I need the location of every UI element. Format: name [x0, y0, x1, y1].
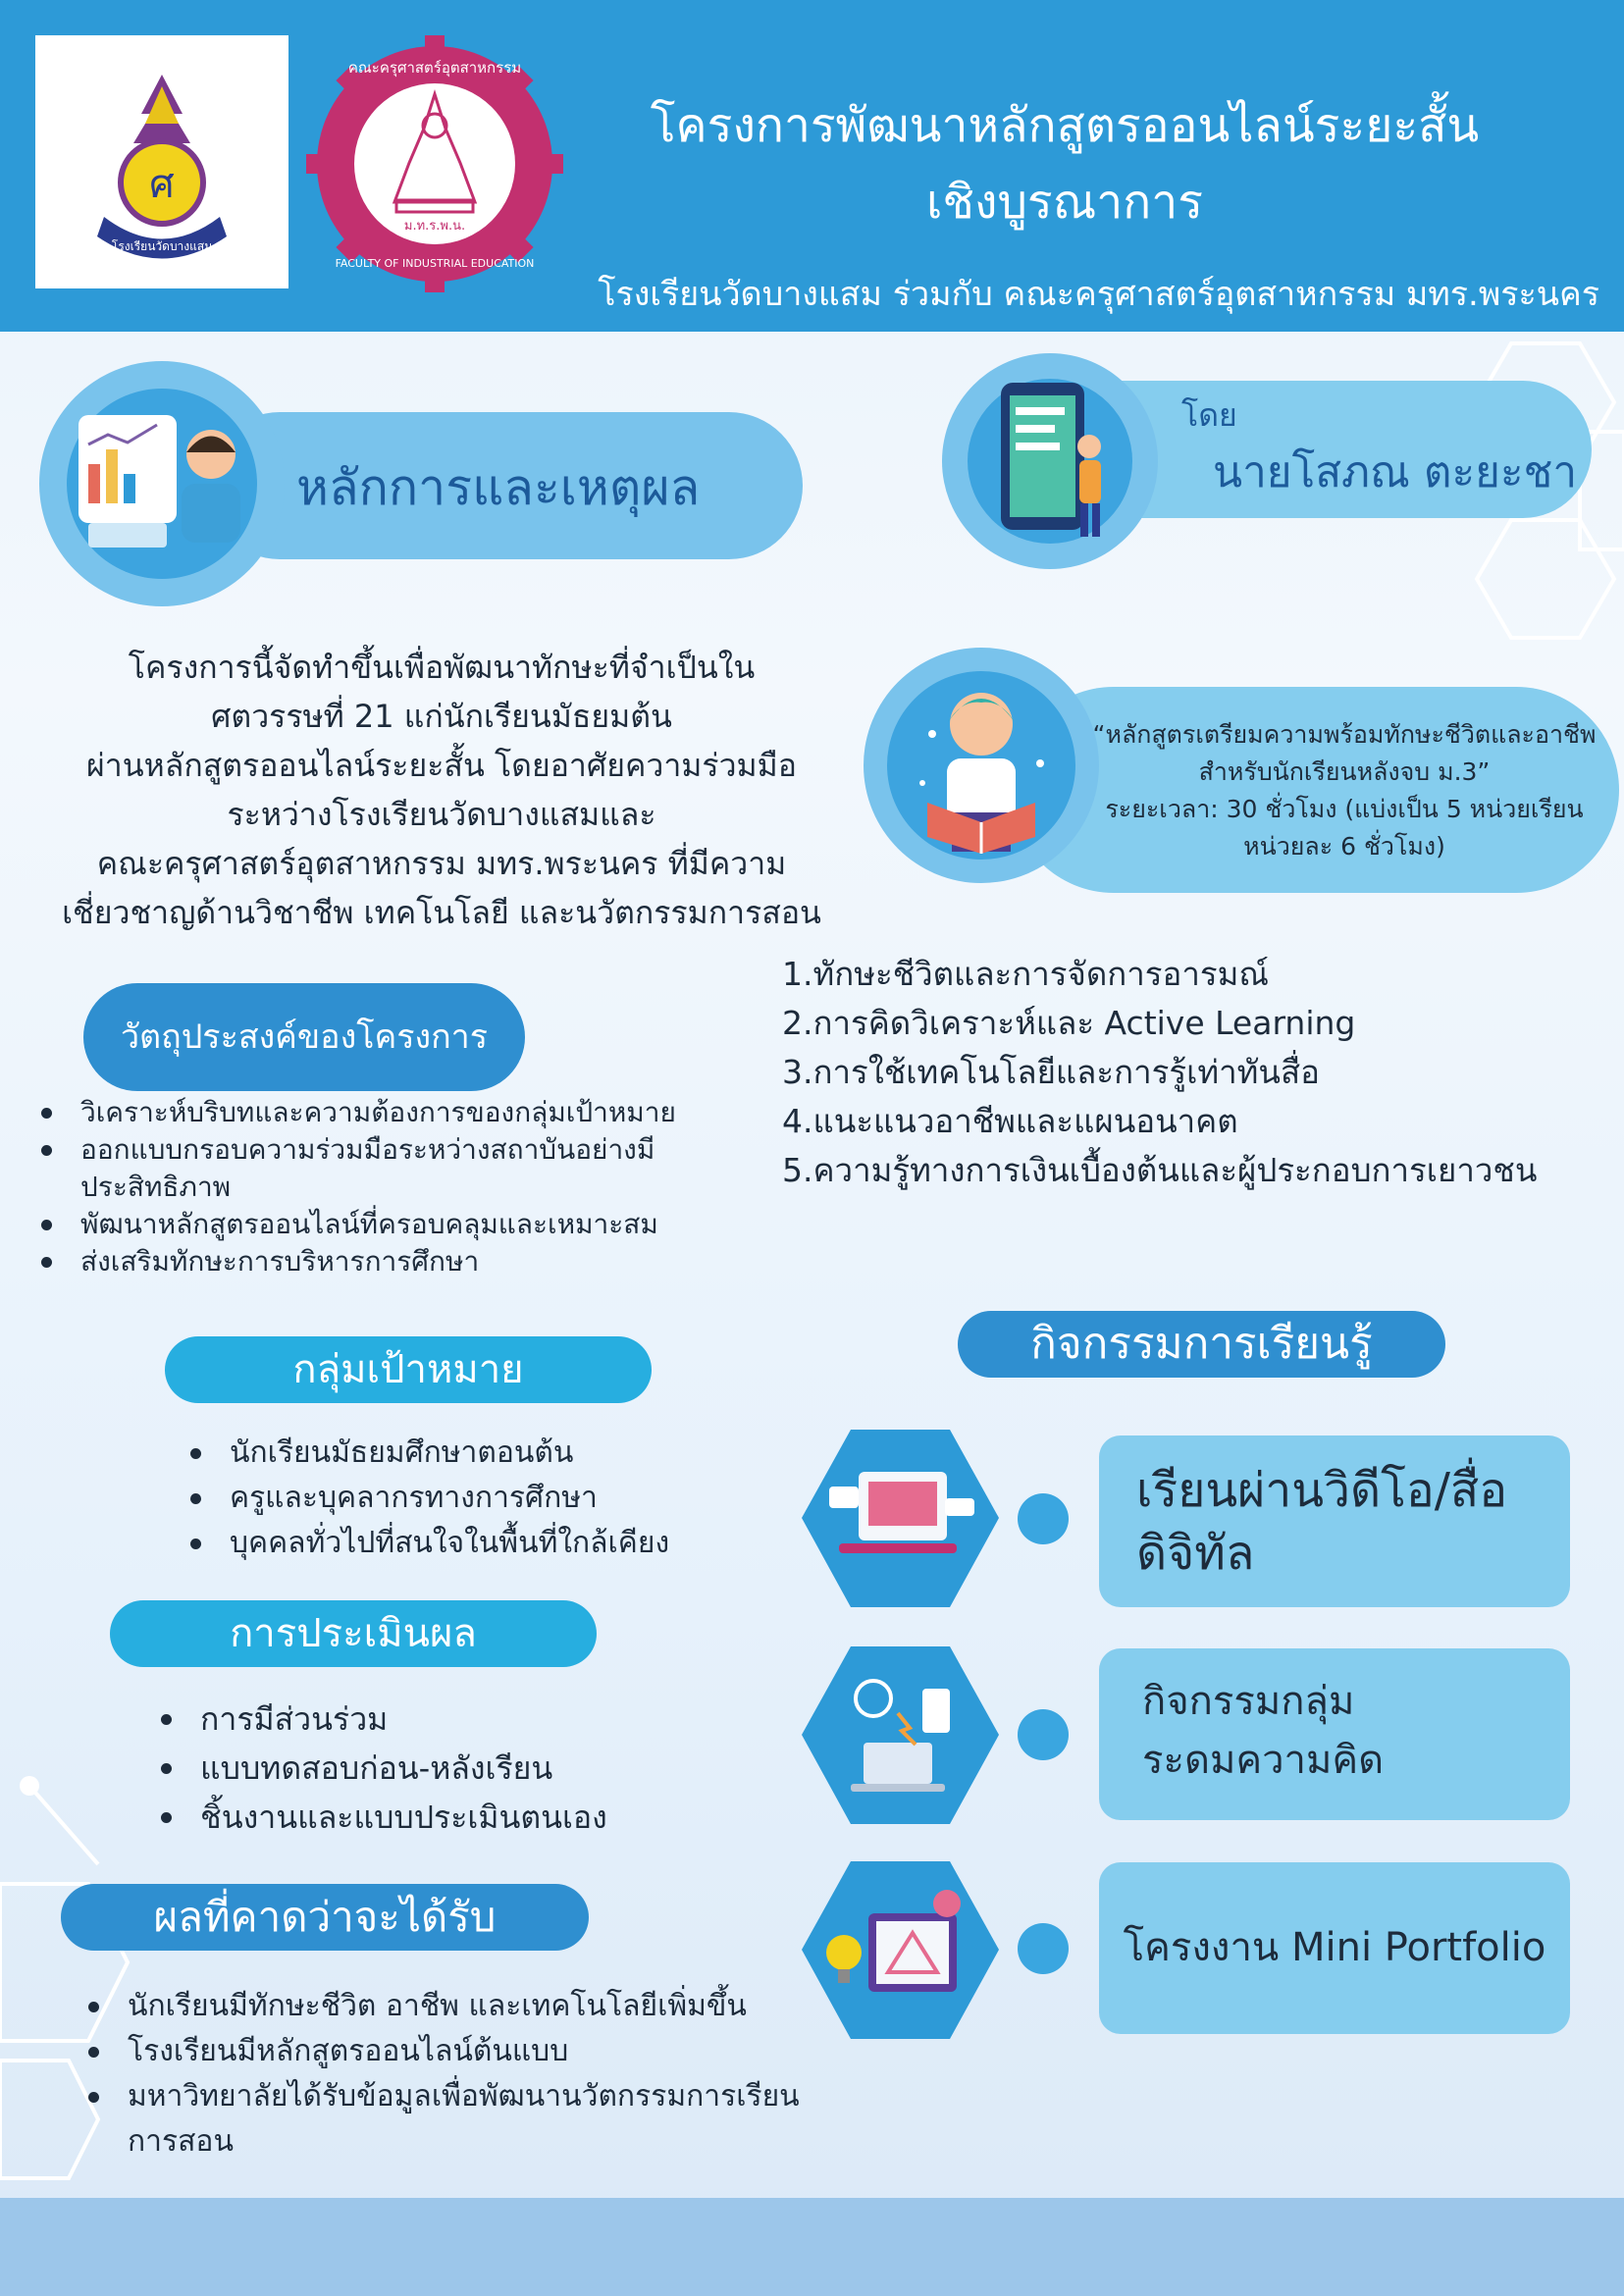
course-unit: 3.การใช้เทคโนโลยีและการรู้เท่าทันสื่อ — [782, 1053, 1320, 1091]
list-item: มหาวิทยาลัยได้รับข้อมูลเพื่อพัฒนานวัตกรรมการเรียนการสอน — [84, 2074, 830, 2165]
svg-text:ม.ท.ร.พ.น.: ม.ท.ร.พ.น. — [403, 219, 466, 234]
activity-label: โครงงาน Mini Portfolio — [1123, 1925, 1546, 1970]
svg-text:ศ: ศ — [149, 162, 175, 207]
list-item: ออกแบบกรอบความร่วมมือระหว่างสถาบันอย่างมีประสิทธิภาพ — [37, 1131, 724, 1206]
svg-text:โรงเรียนวัดบางแสม: โรงเรียนวัดบางแสม — [111, 239, 213, 253]
course-line: หน่วยละ 6 ชั่วโมง) — [1243, 832, 1445, 861]
activity-label-line: ระดมความคิด — [1142, 1738, 1385, 1783]
course-unit: 2.การคิดวิเคราะห์และ Active Learning — [782, 1004, 1356, 1042]
footer-band — [0, 2198, 1624, 2296]
list-item: ครูและบุคลากรทางการศึกษา — [186, 1476, 775, 1521]
activity-label — [1136, 1459, 1507, 1585]
student-reading-illustration-icon — [893, 675, 1070, 861]
rationale-line: ศตวรรษที่ 21 แก่นักเรียนมัธยมต้น — [211, 698, 672, 735]
course-unit: 4.แนะแนวอาชีพและแผนอนาคต — [782, 1102, 1238, 1140]
course-info-pill — [864, 648, 1624, 883]
activity-label-line: กิจกรรมกลุ่ม — [1142, 1679, 1355, 1724]
objectives-heading: วัตถุประสงค์ของโครงการ — [83, 983, 525, 1091]
svg-text:คณะครุศาสตร์อุตสาหกรรม: คณะครุศาสตร์อุตสาหกรรม — [347, 59, 522, 77]
objectives-list — [37, 1094, 724, 1280]
activity-bullet-dot — [1018, 1923, 1069, 1974]
evaluation-list — [157, 1695, 746, 1842]
expected-results-heading: ผลที่คาดว่าจะได้รับ — [61, 1884, 589, 1951]
activities-heading: กิจกรรมการเรียนรู้ — [958, 1311, 1445, 1378]
list-item: วิเคราะห์บริบทและความต้องการของกลุ่มเป้าหมาย — [37, 1094, 724, 1131]
rationale-heading-pill — [39, 361, 765, 606]
activity-label — [1142, 1672, 1384, 1790]
list-item: นักเรียนมีทักษะชีวิต อาชีพ และเทคโนโลยีเพิ่มขึ้น — [84, 1984, 830, 2029]
svg-text:FACULTY OF INDUSTRIAL EDUCATIO: FACULTY OF INDUSTRIAL EDUCATION — [335, 257, 535, 270]
list-item: บุคคลทั่วไปที่สนใจในพื้นที่ใกล้เคียง — [186, 1521, 775, 1566]
rationale-line: ระหว่างโรงเรียนวัดบางแสมและ — [227, 796, 656, 833]
activity-label-line: เรียนผ่านวิดีโอ/สื่อ — [1136, 1463, 1508, 1518]
list-item: นักเรียนมัธยมศึกษาตอนต้น — [186, 1431, 775, 1476]
course-line: “หลักสูตรเตรียมความพร้อมทักษะชีวิตและอาชีพ — [1092, 720, 1597, 749]
target-group-heading: กลุ่มเป้าหมาย — [165, 1336, 652, 1403]
rationale-line: โครงการนี้จัดทำขึ้นเพื่อพัฒนาทักษะที่จำเป็นใน — [128, 649, 756, 686]
course-line: สำหรับนักเรียนหลังจบ ม.3” — [1198, 757, 1491, 786]
activity-bullet-dot — [1018, 1709, 1069, 1760]
expected-results-list — [84, 1984, 830, 2165]
activity-bullet-dot — [1018, 1493, 1069, 1544]
course-line: ระยะเวลา: 30 ชั่วโมง (แบ่งเป็น 5 หน่วยเรียน — [1105, 795, 1584, 823]
presentation-illustration-icon — [79, 415, 250, 552]
group-collaboration-hexagon-icon — [800, 1644, 1001, 1826]
list-item: ส่งเสริมทักษะการบริหารการศึกษา — [37, 1243, 724, 1280]
page-subtitle: โรงเรียนวัดบางแสม ร่วมกับ คณะครุศาสตร์อุตสาหกรรม มทร.พระนคร — [598, 275, 1599, 314]
list-item: ชิ้นงานและแบบประเมินตนเอง — [157, 1793, 746, 1842]
list-item: โรงเรียนมีหลักสูตรออนไลน์ต้นแบบ — [84, 2029, 830, 2074]
page-title-line2: เชิงบูรณาการ — [926, 175, 1203, 230]
rationale-text — [20, 643, 864, 937]
rationale-line: ผ่านหลักสูตรออนไลน์ระยะสั้น โดยอาศัยความร่วมมือ — [86, 747, 797, 784]
phone-illustration-icon — [996, 378, 1114, 545]
activity-label-line: ดิจิทัล — [1136, 1526, 1255, 1581]
list-item: การมีส่วนร่วม — [157, 1695, 746, 1744]
rationale-heading: หลักการและเหตุผล — [296, 459, 701, 516]
digital-media-hexagon-icon — [800, 1428, 1001, 1609]
course-unit: 1.ทักษะชีวิตและการจัดการอารมณ์ — [782, 955, 1269, 993]
rationale-line: เชี่ยวชาญด้านวิชาชีพ เทคโนโลยี และนวัตกรรมการสอน — [62, 894, 821, 931]
author-name: นายโสภณ ตะยะชา — [1213, 447, 1578, 497]
school-logo — [35, 35, 288, 288]
evaluation-heading: การประเมินผล — [110, 1600, 597, 1667]
rationale-line: คณะครุศาสตร์อุตสาหกรรม มทร.พระนคร ที่มีความ — [96, 845, 787, 882]
activity-card — [1099, 1435, 1570, 1607]
list-item: แบบทดสอบก่อน-หลังเรียน — [157, 1744, 746, 1793]
author-label: โดย — [1181, 396, 1237, 434]
course-description — [1070, 716, 1619, 865]
portfolio-project-hexagon-icon — [800, 1859, 1001, 2041]
author-pill — [942, 353, 1595, 569]
course-units-list — [782, 950, 1606, 1195]
list-item: พัฒนาหลักสูตรออนไลน์ที่ครอบคลุมและเหมาะสม — [37, 1206, 724, 1243]
page-title-line1: โครงการพัฒนาหลักสูตรออนไลน์ระยะสั้น — [650, 98, 1480, 153]
activity-card — [1099, 1648, 1570, 1820]
activity-card — [1099, 1862, 1570, 2034]
faculty-logo — [306, 35, 563, 292]
course-unit: 5.ความรู้ทางการเงินเบื้องต้นและผู้ประกอบการเยาวชน — [782, 1151, 1538, 1189]
target-group-list — [186, 1431, 775, 1566]
